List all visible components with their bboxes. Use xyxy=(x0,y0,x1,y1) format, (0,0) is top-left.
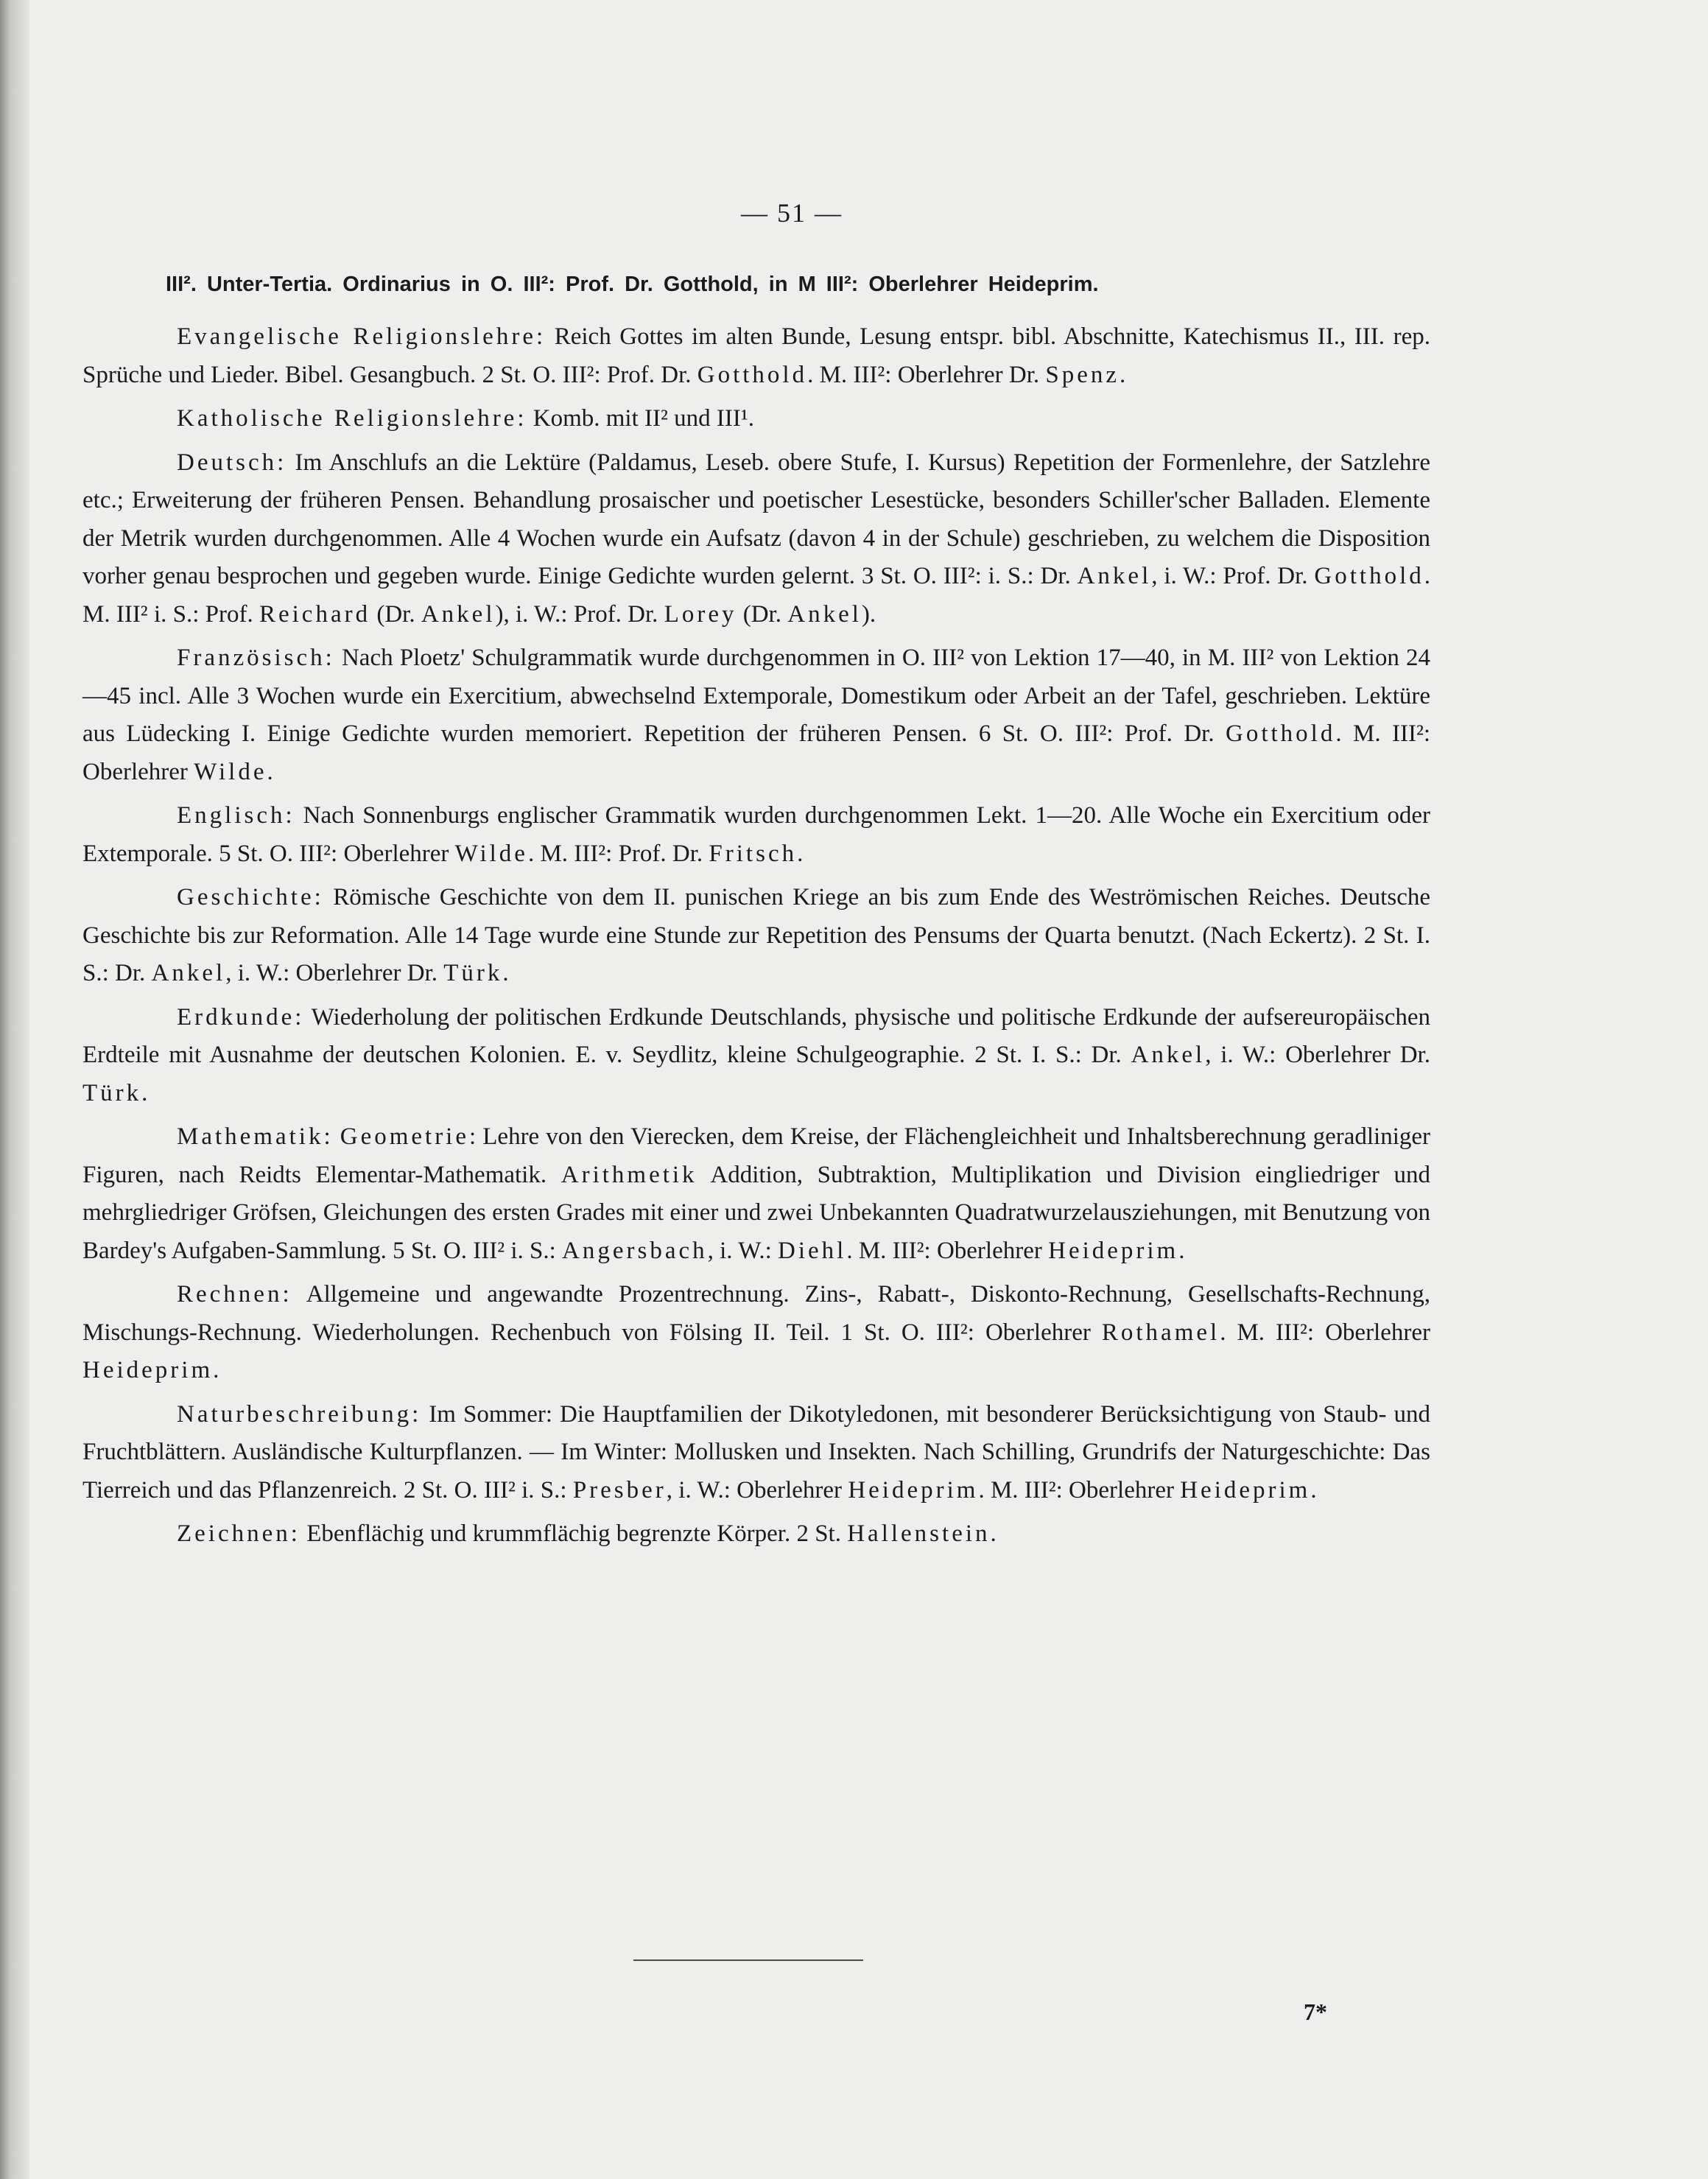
teacher-name: Hallenstein xyxy=(847,1520,991,1547)
teacher-name: Ankel xyxy=(1131,1042,1206,1068)
signature-mark: 7* xyxy=(1304,1999,1327,2025)
section-heading: III². Unter-Tertia. Ordinarius in O. III²: Prof. Dr. Gotthold, in M III²: Oberlehrer Heideprim. xyxy=(166,273,1099,296)
page-number: — 51 — xyxy=(741,198,843,228)
subsection-label: Arithmetik xyxy=(560,1161,697,1188)
paragraph-evangelische-religionslehre: Evangelische Religionslehre: Reich Gottes im alten Bunde, Lesung entspr. bibl. Abschnitte, Katechismus II., III. rep. Sprüche und Lieder. Bibel. Gesangbuch. 2 St. O. III²: Prof. Dr. Gotthold. M. III²: Oberlehrer Dr. Spenz. xyxy=(82,323,1430,388)
teacher-name: Heideprim xyxy=(848,1476,979,1503)
paragraph-geschichte: Geschichte: Römische Geschichte von dem II. punischen Kriege an bis zum Ende des Weströmischen Reiches. Deutsche Geschichte bis zur Reformation. Alle 14 Tage wurde eine Stunde zur Repetition des Pensums der Quarta benutzt. (Nach Eckertz). 2 St. I. S.: Dr. Ankel, i. W.: Oberlehrer Dr. Türk. xyxy=(82,884,1430,986)
teacher-name: Wilde xyxy=(454,840,528,867)
paragraph-erdkunde: Erdkunde: Wiederholung der politischen Erdkunde Deutschlands, physische und politische Erdkunde der aufsereuropäischen Erdteile mit Ausnahme der deutschen Kolonien. E. v. Seydlitz, kleine Schulgeographie. 2 St. I. S.: Dr. Ankel, i. W.: Oberlehrer Dr. Türk. xyxy=(82,1003,1430,1106)
document-body xyxy=(82,318,1430,1559)
teacher-name: Rothamel xyxy=(1101,1319,1220,1346)
teacher-name: Heideprim xyxy=(82,1357,214,1383)
subject-label: Rechnen: xyxy=(177,1281,292,1308)
teacher-name: Spenz xyxy=(1045,361,1120,388)
teacher-name: Reichard xyxy=(259,600,371,628)
teacher-name: Gotthold xyxy=(1314,563,1424,589)
subject-label: Geschichte: xyxy=(177,884,324,910)
teacher-name: Ankel xyxy=(787,600,862,628)
teacher-name: Angersbach xyxy=(562,1237,708,1264)
paragraph-franzoesisch: Französisch: Nach Ploetz' Schulgrammatik wurde durchgenommen in O. III² von Lektion 17—40, in M. III² von Lektion 24—45 incl. Alle 3 Wochen wurde ein Exercitium, abwechselnd Extemporale, Domestikum oder Arbeit an der Tafel, geschrieben. Lektüre aus Lüdecking I. Einige Gedichte wurden memoriert. Repetition der früheren Pensen. 6 St. O. III²: Prof. Dr. Gotthold. M. III²: Oberlehrer Wilde. xyxy=(82,645,1431,785)
teacher-name: Türk xyxy=(443,960,503,986)
teacher-name: Lorey xyxy=(664,600,737,628)
subsection-label: Geometrie xyxy=(340,1123,470,1150)
subject-label: Englisch: xyxy=(177,802,295,829)
paragraph-englisch: Englisch: Nach Sonnenburgs englischer Grammatik wurden durchgenommen Lekt. 1—20. Alle Woche ein Exercitium oder Extemporale. 5 St. O. III²: Oberlehrer Wilde. M. III²: Prof. Dr. Fritsch. xyxy=(82,802,1430,867)
scan-edge-shadow xyxy=(0,0,29,2179)
subject-label: Evangelische Religionslehre: xyxy=(177,323,547,350)
teacher-name: Ankel xyxy=(1077,563,1152,589)
teacher-name: Diehl xyxy=(778,1237,847,1264)
teacher-name: Fritsch xyxy=(709,840,798,867)
teacher-name: Ankel xyxy=(151,960,226,986)
closing-rule xyxy=(633,1959,863,1961)
teacher-name: Gotthold xyxy=(697,361,808,388)
teacher-name: Heideprim xyxy=(1048,1237,1179,1264)
teacher-name: Presber xyxy=(572,1476,667,1503)
subject-label: Katholische Religionslehre: xyxy=(177,405,527,432)
teacher-name: Wilde xyxy=(194,758,267,785)
paragraph-mathematik: Mathematik: Geometrie: Lehre von den Vierecken, dem Kreise, der Flächengleichheit und Inhaltsberechnung geradliniger Figuren, nach Reidts Elementar-Mathematik. Arithmetik Addition, Subtraktion, Multiplikation und Division eingliedriger und mehrgliedriger Gröfsen, Gleichungen des ersten Grades mit einer und zwei Unbekannten Quadratwurzelausziehungen, mit Benutzung von Bardey's Aufgaben-Sammlung. 5 St. O. III² i. S.: Angersbach, i. W.: Diehl. M. III²: Oberlehrer Heideprim. xyxy=(82,1123,1431,1264)
paragraph-deutsch: Deutsch: Im Anschlufs an die Lektüre (Paldamus, Leseb. obere Stufe, I. Kursus) Repetition der Formenlehre, der Satzlehre etc.; Erweiterung der früheren Pensen. Behandlung prosaischer und poetischer Lesestücke, besonders Schiller'scher Balladen. Elemente der Metrik wurden durchgenommen. Alle 4 Wochen wurde ein Aufsatz (davon 4 in der Schule) geschrieben, zu welchem die Disposition vorher genau besprochen und gegeben wurde. Einige Gedichte wurden gelernt. 3 St. O. III²: i. S.: Dr. Ankel, i. W.: Prof. Dr. Gotthold. M. III² i. S.: Prof. Reichard (Dr. Ankel), i. W.: Prof. Dr. Lorey (Dr. Ankel). xyxy=(82,449,1430,628)
paragraph-katholische-religionslehre: Katholische Religionslehre: Komb. mit II² und III¹. xyxy=(177,405,754,432)
teacher-name: Heideprim xyxy=(1180,1476,1311,1503)
teacher-name: Gotthold xyxy=(1225,720,1336,747)
paragraph-naturbeschreibung: Naturbeschreibung: Im Sommer: Die Hauptfamilien der Dikotyledonen, mit besonderer Berücksichtigung von Staub- und Fruchtblättern. Ausländische Kulturpflanzen. — Im Winter: Mollusken und Insekten. Nach Schilling, Grundrifs der Naturgeschichte: Das Tierreich und das Pflanzenreich. 2 St. O. III² i. S.: Presber, i. W.: Oberlehrer Heideprim. M. III²: Oberlehrer Heideprim. xyxy=(82,1400,1430,1503)
teacher-name: Türk xyxy=(82,1079,142,1106)
subject-label: Französisch: xyxy=(177,645,335,671)
subject-label: Naturbeschreibung: xyxy=(177,1400,422,1428)
subject-label: Erdkunde: xyxy=(177,1003,305,1031)
subject-label: Zeichnen: xyxy=(177,1520,301,1547)
paragraph-zeichnen: Zeichnen: Ebenflächig und krummflächig begrenzte Körper. 2 St. Hallenstein. xyxy=(177,1520,997,1547)
paragraph-rechnen: Rechnen: Allgemeine und angewandte Prozentrechnung. Zins-, Rabatt-, Diskonto-Rechnung, Gesellschafts-Rechnung, Mischungs-Rechnung. Wiederholungen. Rechenbuch von Fölsing II. Teil. 1 St. O. III²: Oberlehrer Rothamel. M. III²: Oberlehrer Heideprim. xyxy=(82,1281,1430,1383)
teacher-name: Ankel xyxy=(421,600,496,628)
subject-label: Mathematik: xyxy=(177,1123,334,1150)
subject-label: Deutsch: xyxy=(177,449,287,476)
